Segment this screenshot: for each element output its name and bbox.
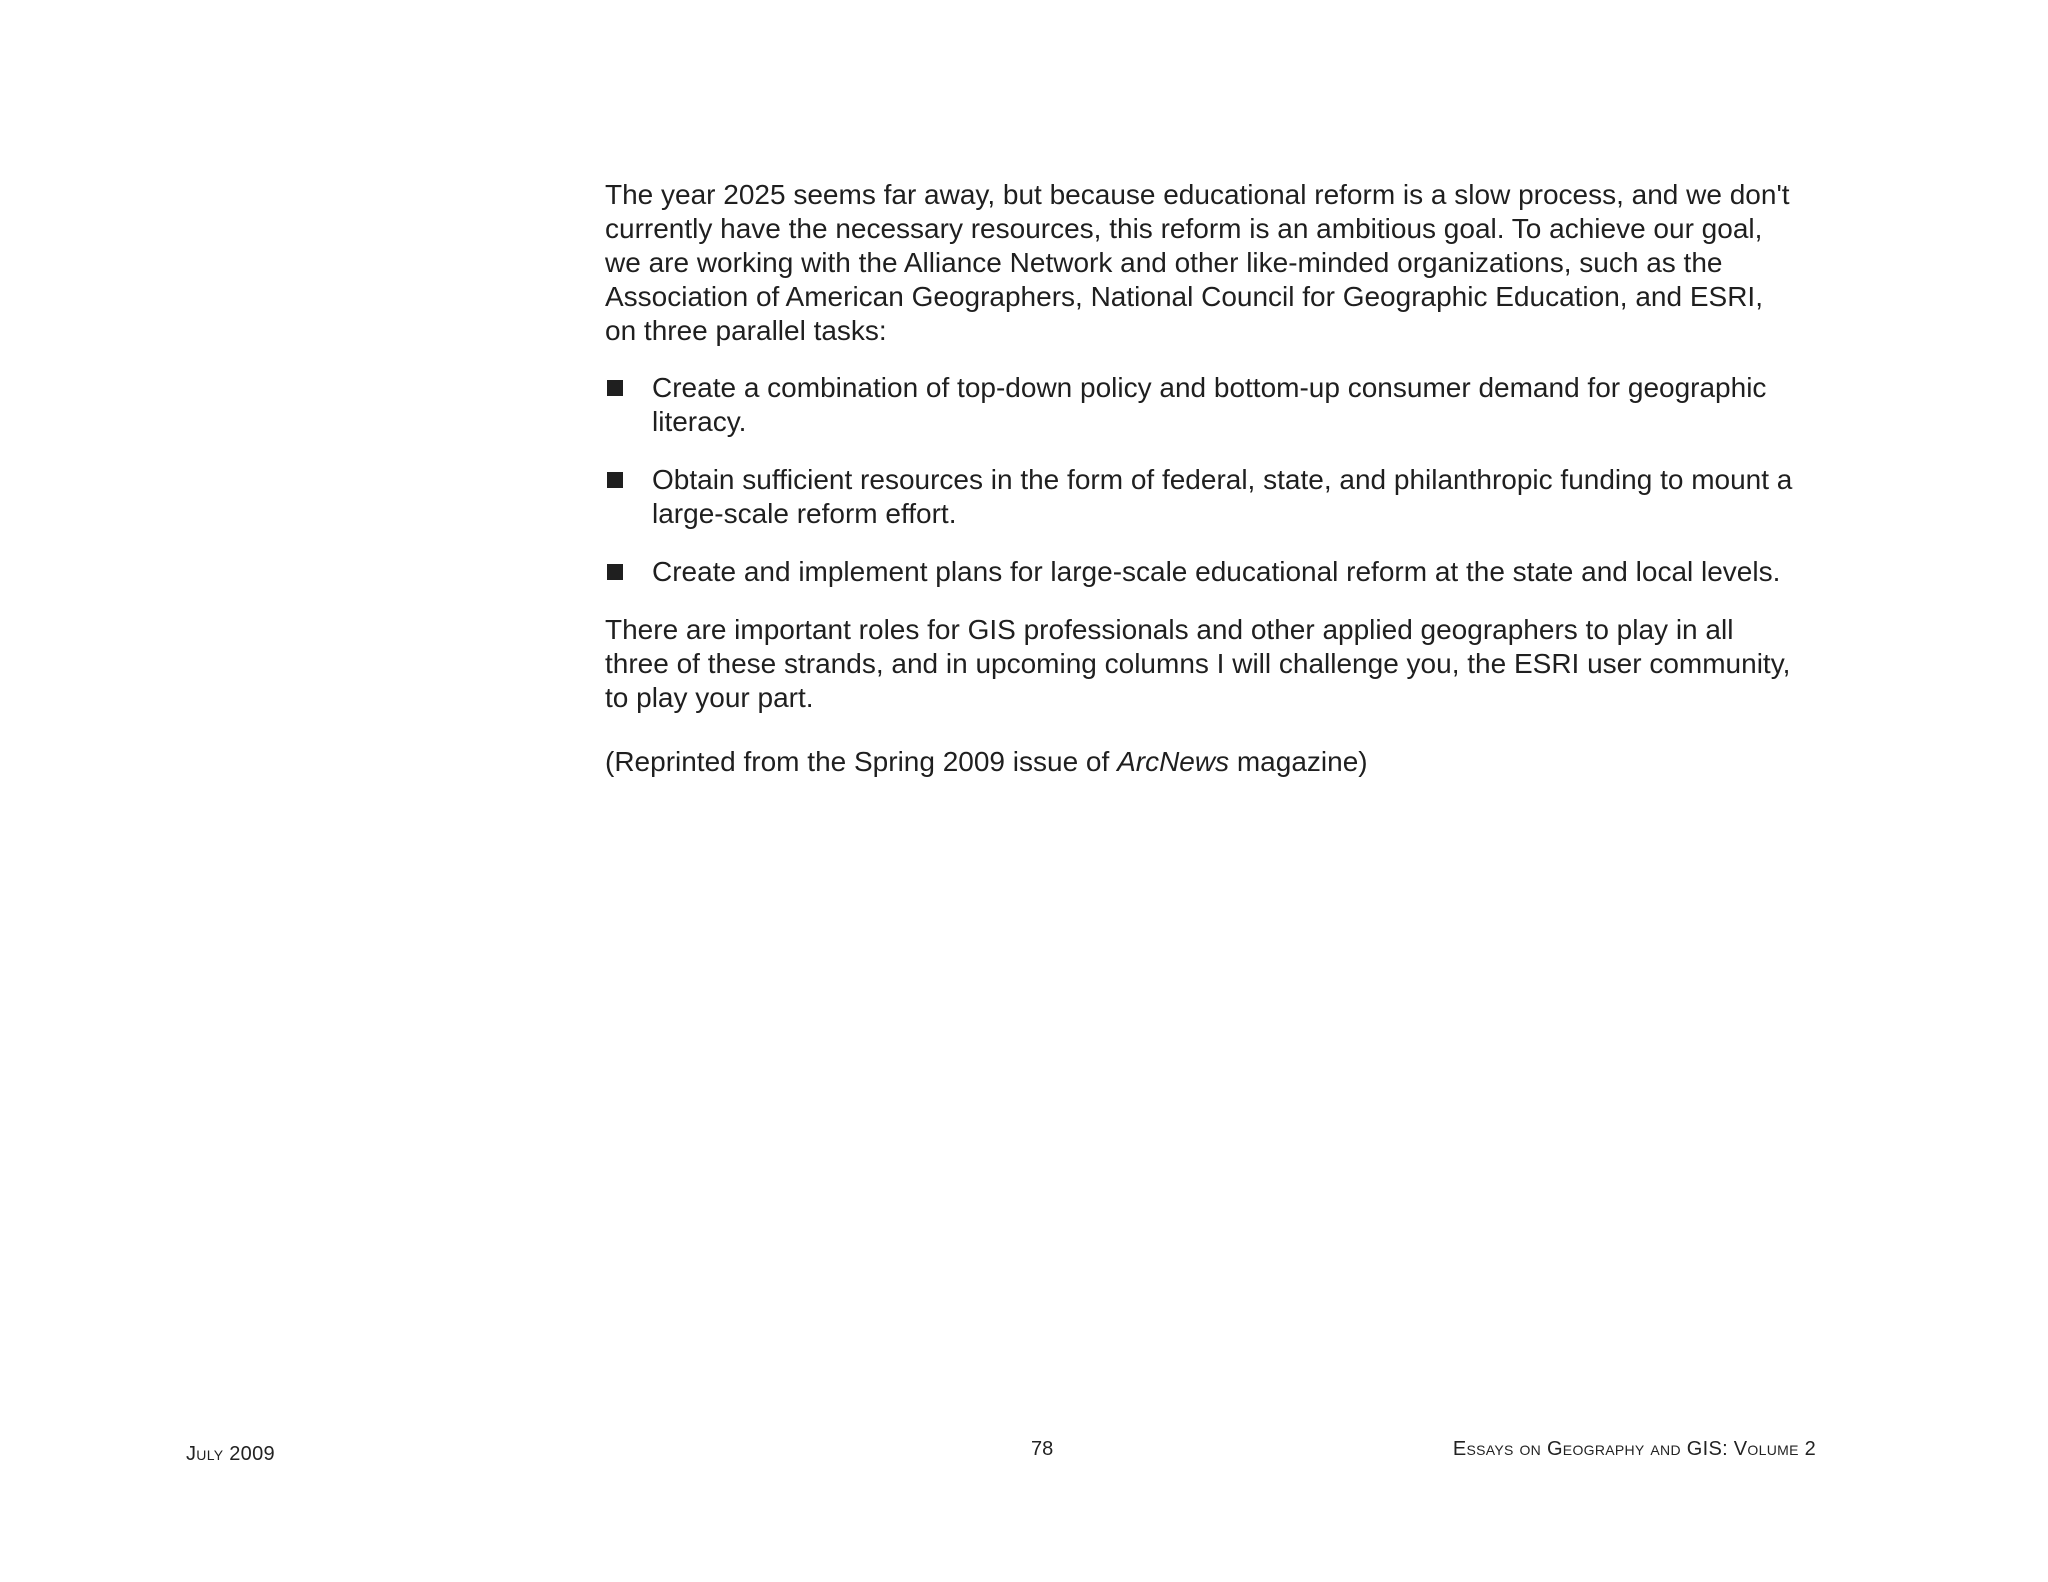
reprint-suffix: magazine) xyxy=(1229,746,1368,777)
intro-line: on three parallel tasks: xyxy=(605,315,887,346)
intro-line: we are working with the Alliance Network and other like-minded organizations, such as the xyxy=(605,247,1723,278)
list-item-text xyxy=(652,463,1825,531)
task-list xyxy=(605,371,1825,589)
footer-date: July 2009 xyxy=(186,1443,275,1465)
intro-line: Association of American Geographers, National Council for Geographic Education, and ESRI, xyxy=(605,281,1763,312)
list-item-text xyxy=(652,555,1825,589)
intro-paragraph xyxy=(605,178,1825,348)
page-body xyxy=(605,178,1825,779)
list-item xyxy=(605,555,1825,589)
list-item-line: large-scale reform effort. xyxy=(652,498,957,529)
square-bullet-icon xyxy=(607,564,623,580)
square-bullet-icon xyxy=(607,472,623,488)
intro-line: The year 2025 seems far away, but because educational reform is a slow process, and we don't xyxy=(605,179,1790,210)
list-item-line: Create a combination of top-down policy and bottom-up consumer demand for geographic xyxy=(652,372,1767,403)
list-item xyxy=(605,463,1825,531)
list-item-line: Obtain sufficient resources in the form of federal, state, and philanthropic funding to mount a xyxy=(652,464,1793,495)
closing-line: to play your part. xyxy=(605,682,814,713)
intro-line: currently have the necessary resources, this reform is an ambitious goal. To achieve our goal, xyxy=(605,213,1763,244)
list-item-line: Create and implement plans for large-scale educational reform at the state and local levels. xyxy=(652,556,1781,587)
list-item xyxy=(605,371,1825,439)
closing-line: three of these strands, and in upcoming columns I will challenge you, the ESRI user community, xyxy=(605,648,1791,679)
list-item-line: literacy. xyxy=(652,406,747,437)
closing-paragraph xyxy=(605,613,1825,715)
closing-line: There are important roles for GIS professionals and other applied geographers to play in all xyxy=(605,614,1734,645)
reprint-prefix: (Reprinted from the Spring 2009 issue of xyxy=(605,746,1118,777)
footer-publication-title: Essays on Geography and GIS: Volume 2 xyxy=(1452,1438,1816,1460)
magazine-title: ArcNews xyxy=(1117,746,1230,777)
page-number: 78 xyxy=(1031,1438,1054,1460)
square-bullet-icon xyxy=(607,380,623,396)
reprint-note xyxy=(605,745,1825,779)
list-item-text xyxy=(652,371,1825,439)
